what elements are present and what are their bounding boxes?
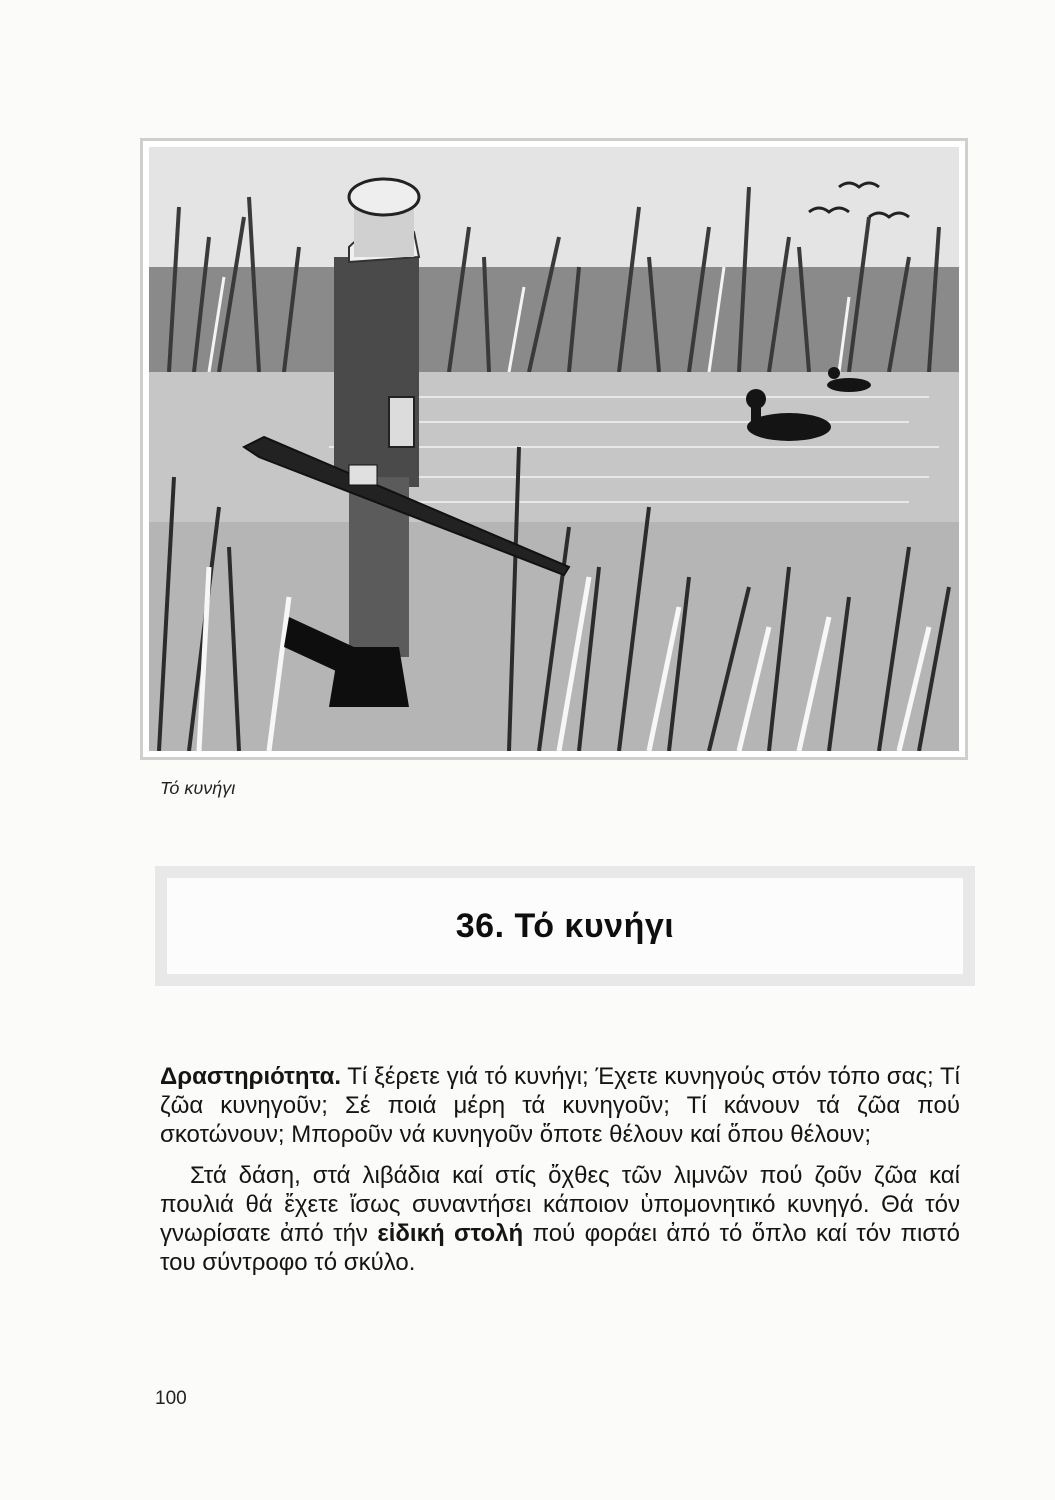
- figure-caption: Τό κυνήγι: [160, 778, 236, 798]
- activity-label: Δραστηριότητα.: [160, 1063, 341, 1090]
- lesson-title: 36. Τό κυνήγι: [455, 906, 675, 945]
- hunter-text-after: πού φοράει ἀπό τό ὅπλο καί τόν πιστό του σύντροφο τό σκύλο.: [160, 1220, 961, 1276]
- hunter-text-before: Στά δάση, στά λιβάδια καί στίς ὄχθες τῶν λιμνῶν πού ζοῦν ζῶα καί πουλιά θά ἔχετε ἴσως συναντήσει κάποιον ὑπομονητικό κυνηγό. Θά τόν γνωρίσατε ἀπό τήν: [160, 1162, 960, 1247]
- page-number: 100: [155, 1388, 187, 1409]
- marsh-hunter-drawing: [149, 147, 959, 751]
- activity-paragraph: [160, 1062, 960, 1149]
- lesson-body: [160, 1062, 960, 1277]
- activity-text: Τί ξέρετε γιά τό κυνήγι; Έχετε κυνηγούς στόν τόπο σας; Τί ζῶα κυνηγοῦν; Σέ ποιά μέρη τά κυνηγοῦν; Τί κάνουν τά ζῶα πού σκοτώνουν; Μποροῦν νά κυνηγοῦν ὅποτε θέλουν καί ὅπου θέλουν;: [160, 1063, 960, 1148]
- hunting-illustration: [140, 138, 968, 760]
- hunter-text-emphasis: εἰδική στολή: [377, 1220, 524, 1247]
- lesson-title-box: [155, 866, 975, 986]
- hunter-paragraph: [160, 1161, 960, 1277]
